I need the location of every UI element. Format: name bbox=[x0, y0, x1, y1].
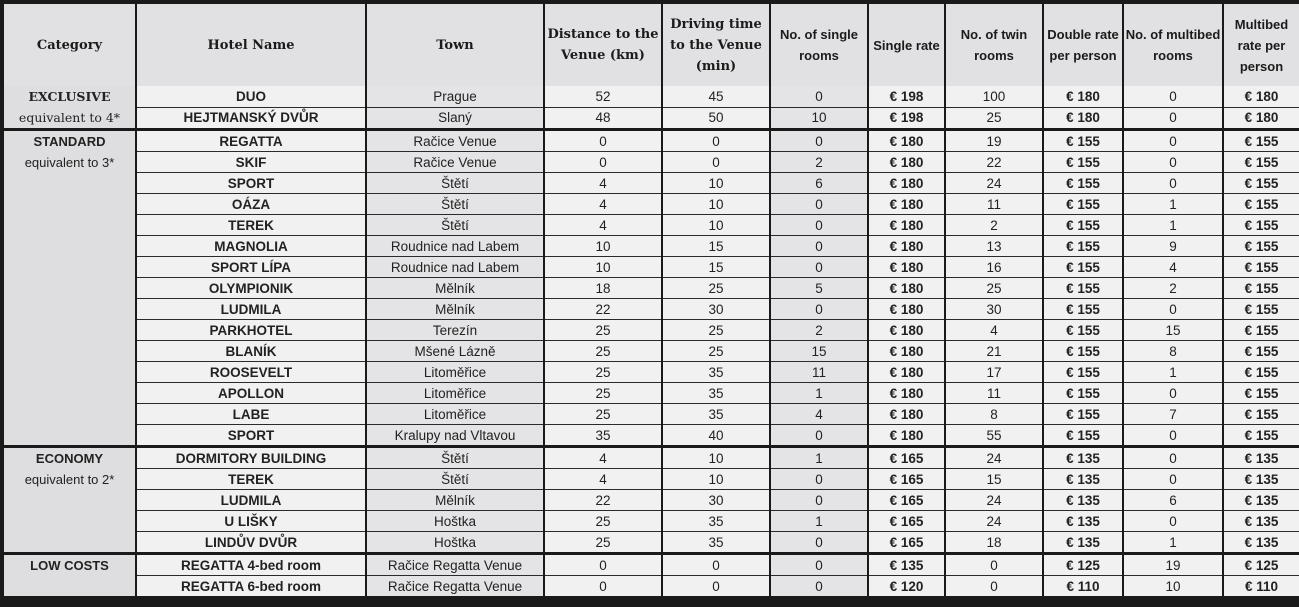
hotel-name-cell: MAGNOLIA bbox=[137, 236, 365, 257]
single-rooms-cell: 4 bbox=[771, 404, 867, 425]
town-cell: Kralupy nad Vltavou bbox=[367, 425, 543, 445]
single-rooms-cell: 0 bbox=[771, 236, 867, 257]
twin-rooms-cell: 25 bbox=[946, 108, 1042, 129]
table-row bbox=[4, 490, 1299, 511]
double-rate-cell: € 135 bbox=[1044, 469, 1122, 490]
multibed-rooms-cell: 0 bbox=[1124, 173, 1222, 194]
table-row bbox=[4, 425, 1299, 445]
single-rate-cell: € 165 bbox=[869, 532, 944, 552]
single-rate-cell: € 180 bbox=[869, 278, 944, 299]
table-row bbox=[4, 532, 1299, 552]
single-rate-cell: € 180 bbox=[869, 383, 944, 404]
hotel-rates-table bbox=[2, 4, 1299, 596]
hotel-name-cell: U LIŠKY bbox=[137, 511, 365, 532]
distance-km-cell: 10 bbox=[545, 236, 661, 257]
column-header-distance: Distance to the Venue (km) bbox=[545, 4, 661, 86]
twin-rooms-cell: 8 bbox=[946, 404, 1042, 425]
single-rooms-cell: 10 bbox=[771, 108, 867, 129]
table-row bbox=[4, 86, 1299, 108]
multibed-rate-cell: € 135 bbox=[1224, 532, 1299, 552]
hotel-name-cell: SPORT bbox=[137, 173, 365, 194]
driving-time-min-cell: 35 bbox=[663, 511, 769, 532]
multibed-rate-cell: € 155 bbox=[1224, 215, 1299, 236]
double-rate-cell: € 155 bbox=[1044, 425, 1122, 445]
driving-time-min-cell: 10 bbox=[663, 469, 769, 490]
driving-time-min-cell: 50 bbox=[663, 108, 769, 129]
twin-rooms-cell: 55 bbox=[946, 425, 1042, 445]
double-rate-cell: € 155 bbox=[1044, 131, 1122, 152]
single-rooms-cell: 1 bbox=[771, 511, 867, 532]
distance-km-cell: 4 bbox=[545, 448, 661, 469]
single-rate-cell: € 180 bbox=[869, 362, 944, 383]
twin-rooms-cell: 22 bbox=[946, 152, 1042, 173]
multibed-rate-cell: € 155 bbox=[1224, 257, 1299, 278]
twin-rooms-cell: 15 bbox=[946, 469, 1042, 490]
twin-rooms-cell: 30 bbox=[946, 299, 1042, 320]
distance-km-cell: 25 bbox=[545, 320, 661, 341]
hotel-name-cell: REGATTA 4-bed room bbox=[137, 555, 365, 576]
double-rate-cell: € 135 bbox=[1044, 490, 1122, 511]
town-cell: Hoštka bbox=[367, 532, 543, 552]
town-cell: Štětí bbox=[367, 469, 543, 490]
category-title: EXCLUSIVE bbox=[28, 89, 111, 104]
distance-km-cell: 48 bbox=[545, 108, 661, 129]
town-cell: Litoměřice bbox=[367, 404, 543, 425]
category-subtitle: equivalent to 4* bbox=[18, 110, 121, 125]
double-rate-cell: € 155 bbox=[1044, 383, 1122, 404]
table-row bbox=[4, 555, 1299, 576]
double-rate-cell: € 180 bbox=[1044, 86, 1122, 108]
driving-time-min-cell: 45 bbox=[663, 86, 769, 108]
hotel-name-cell: LUDMILA bbox=[137, 490, 365, 511]
driving-time-min-cell: 35 bbox=[663, 532, 769, 552]
twin-rooms-cell: 25 bbox=[946, 278, 1042, 299]
table-row bbox=[4, 215, 1299, 236]
table-row bbox=[4, 576, 1299, 596]
hotel-name-cell: OÁZA bbox=[137, 194, 365, 215]
double-rate-cell: € 155 bbox=[1044, 362, 1122, 383]
single-rate-cell: € 180 bbox=[869, 131, 944, 152]
multibed-rooms-cell: 4 bbox=[1124, 257, 1222, 278]
table-row bbox=[4, 278, 1299, 299]
double-rate-cell: € 180 bbox=[1044, 108, 1122, 129]
hotel-name-cell: OLYMPIONIK bbox=[137, 278, 365, 299]
table-row bbox=[4, 511, 1299, 532]
single-rooms-cell: 5 bbox=[771, 278, 867, 299]
multibed-rate-cell: € 135 bbox=[1224, 490, 1299, 511]
table-row bbox=[4, 194, 1299, 215]
town-cell: Prague bbox=[367, 86, 543, 108]
distance-km-cell: 18 bbox=[545, 278, 661, 299]
driving-time-min-cell: 15 bbox=[663, 236, 769, 257]
table-row bbox=[4, 152, 1299, 173]
single-rooms-cell: 1 bbox=[771, 448, 867, 469]
single-rooms-cell: 0 bbox=[771, 257, 867, 278]
category-cell bbox=[4, 448, 135, 552]
distance-km-cell: 0 bbox=[545, 576, 661, 596]
driving-time-min-cell: 0 bbox=[663, 131, 769, 152]
table-row bbox=[4, 448, 1299, 469]
driving-time-min-cell: 15 bbox=[663, 257, 769, 278]
column-header-driving-time: Driving time to the Venue (min) bbox=[663, 4, 769, 86]
town-cell: Štětí bbox=[367, 215, 543, 236]
town-cell: Slaný bbox=[367, 108, 543, 129]
category-cell bbox=[4, 86, 135, 128]
multibed-rooms-cell: 0 bbox=[1124, 425, 1222, 445]
distance-km-cell: 0 bbox=[545, 555, 661, 576]
multibed-rooms-cell: 0 bbox=[1124, 108, 1222, 129]
double-rate-cell: € 155 bbox=[1044, 194, 1122, 215]
multibed-rate-cell: € 180 bbox=[1224, 86, 1299, 108]
multibed-rate-cell: € 110 bbox=[1224, 576, 1299, 596]
multibed-rooms-cell: 0 bbox=[1124, 511, 1222, 532]
multibed-rooms-cell: 19 bbox=[1124, 555, 1222, 576]
town-cell: Štětí bbox=[367, 173, 543, 194]
driving-time-min-cell: 10 bbox=[663, 194, 769, 215]
multibed-rooms-cell: 7 bbox=[1124, 404, 1222, 425]
town-cell: Litoměřice bbox=[367, 362, 543, 383]
distance-km-cell: 4 bbox=[545, 469, 661, 490]
distance-km-cell: 10 bbox=[545, 257, 661, 278]
table-row bbox=[4, 299, 1299, 320]
distance-km-cell: 25 bbox=[545, 404, 661, 425]
distance-km-cell: 25 bbox=[545, 532, 661, 552]
twin-rooms-cell: 18 bbox=[946, 532, 1042, 552]
town-cell: Roudnice nad Labem bbox=[367, 236, 543, 257]
distance-km-cell: 22 bbox=[545, 299, 661, 320]
driving-time-min-cell: 0 bbox=[663, 152, 769, 173]
column-header-town: Town bbox=[367, 4, 543, 86]
multibed-rooms-cell: 2 bbox=[1124, 278, 1222, 299]
column-header-multibed-rate: Multibed rate per person bbox=[1224, 4, 1299, 86]
twin-rooms-cell: 2 bbox=[946, 215, 1042, 236]
multibed-rate-cell: € 155 bbox=[1224, 152, 1299, 173]
multibed-rooms-cell: 1 bbox=[1124, 362, 1222, 383]
driving-time-min-cell: 0 bbox=[663, 555, 769, 576]
table-row bbox=[4, 320, 1299, 341]
single-rooms-cell: 0 bbox=[771, 532, 867, 552]
driving-time-min-cell: 10 bbox=[663, 448, 769, 469]
single-rooms-cell: 0 bbox=[771, 215, 867, 236]
single-rate-cell: € 180 bbox=[869, 341, 944, 362]
twin-rooms-cell: 11 bbox=[946, 194, 1042, 215]
double-rate-cell: € 135 bbox=[1044, 448, 1122, 469]
category-subtitle: equivalent to 2* bbox=[24, 472, 115, 487]
multibed-rate-cell: € 155 bbox=[1224, 299, 1299, 320]
multibed-rate-cell: € 155 bbox=[1224, 320, 1299, 341]
multibed-rooms-cell: 15 bbox=[1124, 320, 1222, 341]
hotel-name-cell: SPORT bbox=[137, 425, 365, 445]
single-rate-cell: € 198 bbox=[869, 86, 944, 108]
single-rate-cell: € 180 bbox=[869, 194, 944, 215]
hotel-name-cell: LINDŮV DVŮR bbox=[137, 532, 365, 552]
single-rate-cell: € 180 bbox=[869, 215, 944, 236]
table-row bbox=[4, 404, 1299, 425]
category-cell bbox=[4, 555, 135, 596]
multibed-rooms-cell: 8 bbox=[1124, 341, 1222, 362]
twin-rooms-cell: 17 bbox=[946, 362, 1042, 383]
single-rate-cell: € 198 bbox=[869, 108, 944, 129]
single-rooms-cell: 0 bbox=[771, 194, 867, 215]
town-cell: Litoměřice bbox=[367, 383, 543, 404]
town-cell: Hoštka bbox=[367, 511, 543, 532]
hotel-name-cell: TEREK bbox=[137, 469, 365, 490]
twin-rooms-cell: 11 bbox=[946, 383, 1042, 404]
hotel-name-cell: SPORT LÍPA bbox=[137, 257, 365, 278]
hotel-name-cell: PARKHOTEL bbox=[137, 320, 365, 341]
driving-time-min-cell: 10 bbox=[663, 173, 769, 194]
double-rate-cell: € 155 bbox=[1044, 236, 1122, 257]
multibed-rooms-cell: 1 bbox=[1124, 532, 1222, 552]
multibed-rate-cell: € 125 bbox=[1224, 555, 1299, 576]
hotel-name-cell: REGATTA bbox=[137, 131, 365, 152]
hotel-name-cell: HEJTMANSKÝ DVŮR bbox=[137, 108, 365, 129]
double-rate-cell: € 135 bbox=[1044, 532, 1122, 552]
header-row bbox=[4, 4, 1299, 86]
town-cell: Mělník bbox=[367, 299, 543, 320]
hotel-name-cell: BLANÍK bbox=[137, 341, 365, 362]
distance-km-cell: 25 bbox=[545, 362, 661, 383]
multibed-rooms-cell: 0 bbox=[1124, 383, 1222, 404]
multibed-rooms-cell: 0 bbox=[1124, 131, 1222, 152]
multibed-rate-cell: € 155 bbox=[1224, 194, 1299, 215]
multibed-rate-cell: € 155 bbox=[1224, 383, 1299, 404]
table-row bbox=[4, 362, 1299, 383]
hotel-name-cell: DUO bbox=[137, 86, 365, 108]
town-cell: Terezín bbox=[367, 320, 543, 341]
double-rate-cell: € 155 bbox=[1044, 257, 1122, 278]
town-cell: Štětí bbox=[367, 448, 543, 469]
hotel-name-cell: TEREK bbox=[137, 215, 365, 236]
driving-time-min-cell: 40 bbox=[663, 425, 769, 445]
single-rate-cell: € 180 bbox=[869, 173, 944, 194]
single-rooms-cell: 2 bbox=[771, 320, 867, 341]
town-cell: Štětí bbox=[367, 194, 543, 215]
double-rate-cell: € 155 bbox=[1044, 215, 1122, 236]
single-rate-cell: € 180 bbox=[869, 425, 944, 445]
single-rate-cell: € 120 bbox=[869, 576, 944, 596]
hotel-name-cell: LABE bbox=[137, 404, 365, 425]
town-cell: Mělník bbox=[367, 278, 543, 299]
twin-rooms-cell: 13 bbox=[946, 236, 1042, 257]
town-cell: Račice Regatta Venue bbox=[367, 576, 543, 596]
multibed-rooms-cell: 0 bbox=[1124, 469, 1222, 490]
distance-km-cell: 35 bbox=[545, 425, 661, 445]
double-rate-cell: € 155 bbox=[1044, 320, 1122, 341]
distance-km-cell: 0 bbox=[545, 152, 661, 173]
single-rooms-cell: 0 bbox=[771, 299, 867, 320]
twin-rooms-cell: 4 bbox=[946, 320, 1042, 341]
driving-time-min-cell: 35 bbox=[663, 362, 769, 383]
double-rate-cell: € 155 bbox=[1044, 278, 1122, 299]
multibed-rate-cell: € 135 bbox=[1224, 469, 1299, 490]
multibed-rooms-cell: 0 bbox=[1124, 86, 1222, 108]
table-row bbox=[4, 469, 1299, 490]
driving-time-min-cell: 35 bbox=[663, 404, 769, 425]
double-rate-cell: € 155 bbox=[1044, 173, 1122, 194]
distance-km-cell: 4 bbox=[545, 173, 661, 194]
single-rate-cell: € 165 bbox=[869, 490, 944, 511]
column-header-single-rooms: No. of single rooms bbox=[771, 4, 867, 86]
double-rate-cell: € 155 bbox=[1044, 152, 1122, 173]
column-header-hotel-name: Hotel Name bbox=[137, 4, 365, 86]
driving-time-min-cell: 30 bbox=[663, 490, 769, 511]
multibed-rate-cell: € 155 bbox=[1224, 278, 1299, 299]
multibed-rate-cell: € 135 bbox=[1224, 448, 1299, 469]
distance-km-cell: 52 bbox=[545, 86, 661, 108]
single-rooms-cell: 0 bbox=[771, 469, 867, 490]
twin-rooms-cell: 0 bbox=[946, 555, 1042, 576]
table-row bbox=[4, 257, 1299, 278]
category-title: STANDARD bbox=[33, 134, 106, 149]
table-row bbox=[4, 131, 1299, 152]
double-rate-cell: € 155 bbox=[1044, 341, 1122, 362]
multibed-rooms-cell: 1 bbox=[1124, 215, 1222, 236]
column-header-double-rate: Double rate per person bbox=[1044, 4, 1122, 86]
driving-time-min-cell: 10 bbox=[663, 215, 769, 236]
table-row bbox=[4, 341, 1299, 362]
single-rate-cell: € 165 bbox=[869, 448, 944, 469]
multibed-rate-cell: € 155 bbox=[1224, 173, 1299, 194]
single-rooms-cell: 0 bbox=[771, 576, 867, 596]
table-row bbox=[4, 236, 1299, 257]
distance-km-cell: 25 bbox=[545, 383, 661, 404]
multibed-rooms-cell: 6 bbox=[1124, 490, 1222, 511]
column-header-single-rate: Single rate bbox=[869, 4, 944, 86]
driving-time-min-cell: 35 bbox=[663, 383, 769, 404]
multibed-rate-cell: € 155 bbox=[1224, 362, 1299, 383]
multibed-rate-cell: € 155 bbox=[1224, 341, 1299, 362]
driving-time-min-cell: 30 bbox=[663, 299, 769, 320]
hotel-name-cell: REGATTA 6-bed room bbox=[137, 576, 365, 596]
single-rooms-cell: 0 bbox=[771, 425, 867, 445]
town-cell: Roudnice nad Labem bbox=[367, 257, 543, 278]
single-rooms-cell: 6 bbox=[771, 173, 867, 194]
multibed-rate-cell: € 135 bbox=[1224, 511, 1299, 532]
double-rate-cell: € 155 bbox=[1044, 299, 1122, 320]
single-rate-cell: € 180 bbox=[869, 257, 944, 278]
single-rooms-cell: 15 bbox=[771, 341, 867, 362]
driving-time-min-cell: 25 bbox=[663, 320, 769, 341]
table-row bbox=[4, 383, 1299, 404]
single-rate-cell: € 180 bbox=[869, 320, 944, 341]
double-rate-cell: € 155 bbox=[1044, 404, 1122, 425]
category-subtitle: equivalent to 3* bbox=[24, 155, 115, 170]
distance-km-cell: 4 bbox=[545, 194, 661, 215]
category-title: ECONOMY bbox=[35, 451, 104, 466]
hotel-name-cell: ROOSEVELT bbox=[137, 362, 365, 383]
twin-rooms-cell: 0 bbox=[946, 576, 1042, 596]
single-rate-cell: € 180 bbox=[869, 299, 944, 320]
distance-km-cell: 22 bbox=[545, 490, 661, 511]
single-rate-cell: € 180 bbox=[869, 236, 944, 257]
distance-km-cell: 25 bbox=[545, 511, 661, 532]
multibed-rate-cell: € 155 bbox=[1224, 404, 1299, 425]
driving-time-min-cell: 25 bbox=[663, 341, 769, 362]
town-cell: Račice Venue bbox=[367, 131, 543, 152]
multibed-rooms-cell: 10 bbox=[1124, 576, 1222, 596]
town-cell: Mělník bbox=[367, 490, 543, 511]
single-rooms-cell: 0 bbox=[771, 86, 867, 108]
driving-time-min-cell: 25 bbox=[663, 278, 769, 299]
hotel-name-cell: APOLLON bbox=[137, 383, 365, 404]
single-rate-cell: € 135 bbox=[869, 555, 944, 576]
twin-rooms-cell: 24 bbox=[946, 511, 1042, 532]
driving-time-min-cell: 0 bbox=[663, 576, 769, 596]
multibed-rooms-cell: 0 bbox=[1124, 448, 1222, 469]
multibed-rate-cell: € 155 bbox=[1224, 425, 1299, 445]
town-cell: Račice Regatta Venue bbox=[367, 555, 543, 576]
single-rooms-cell: 2 bbox=[771, 152, 867, 173]
single-rooms-cell: 0 bbox=[771, 131, 867, 152]
twin-rooms-cell: 19 bbox=[946, 131, 1042, 152]
column-header-multibed-rooms: No. of multibed rooms bbox=[1124, 4, 1222, 86]
multibed-rooms-cell: 0 bbox=[1124, 299, 1222, 320]
single-rooms-cell: 0 bbox=[771, 490, 867, 511]
double-rate-cell: € 125 bbox=[1044, 555, 1122, 576]
single-rate-cell: € 180 bbox=[869, 152, 944, 173]
hotel-name-cell: LUDMILA bbox=[137, 299, 365, 320]
twin-rooms-cell: 100 bbox=[946, 86, 1042, 108]
double-rate-cell: € 110 bbox=[1044, 576, 1122, 596]
twin-rooms-cell: 24 bbox=[946, 448, 1042, 469]
twin-rooms-cell: 24 bbox=[946, 490, 1042, 511]
single-rate-cell: € 180 bbox=[869, 404, 944, 425]
column-header-category: Category bbox=[4, 4, 135, 86]
multibed-rate-cell: € 180 bbox=[1224, 108, 1299, 129]
category-cell bbox=[4, 131, 135, 445]
hotel-name-cell: SKIF bbox=[137, 152, 365, 173]
multibed-rate-cell: € 155 bbox=[1224, 131, 1299, 152]
multibed-rooms-cell: 9 bbox=[1124, 236, 1222, 257]
double-rate-cell: € 135 bbox=[1044, 511, 1122, 532]
multibed-rate-cell: € 155 bbox=[1224, 236, 1299, 257]
hotel-name-cell: DORMITORY BUILDING bbox=[137, 448, 365, 469]
town-cell: Račice Venue bbox=[367, 152, 543, 173]
multibed-rooms-cell: 1 bbox=[1124, 194, 1222, 215]
table-row bbox=[4, 108, 1299, 129]
distance-km-cell: 25 bbox=[545, 341, 661, 362]
column-header-twin-rooms: No. of twin rooms bbox=[946, 4, 1042, 86]
town-cell: Mšené Lázně bbox=[367, 341, 543, 362]
single-rooms-cell: 1 bbox=[771, 383, 867, 404]
twin-rooms-cell: 16 bbox=[946, 257, 1042, 278]
distance-km-cell: 0 bbox=[545, 131, 661, 152]
category-title: LOW COSTS bbox=[30, 558, 109, 573]
single-rate-cell: € 165 bbox=[869, 469, 944, 490]
single-rate-cell: € 165 bbox=[869, 511, 944, 532]
table-row bbox=[4, 173, 1299, 194]
twin-rooms-cell: 24 bbox=[946, 173, 1042, 194]
single-rooms-cell: 11 bbox=[771, 362, 867, 383]
single-rooms-cell: 0 bbox=[771, 555, 867, 576]
multibed-rooms-cell: 0 bbox=[1124, 152, 1222, 173]
twin-rooms-cell: 21 bbox=[946, 341, 1042, 362]
table-body bbox=[4, 86, 1299, 596]
distance-km-cell: 4 bbox=[545, 215, 661, 236]
